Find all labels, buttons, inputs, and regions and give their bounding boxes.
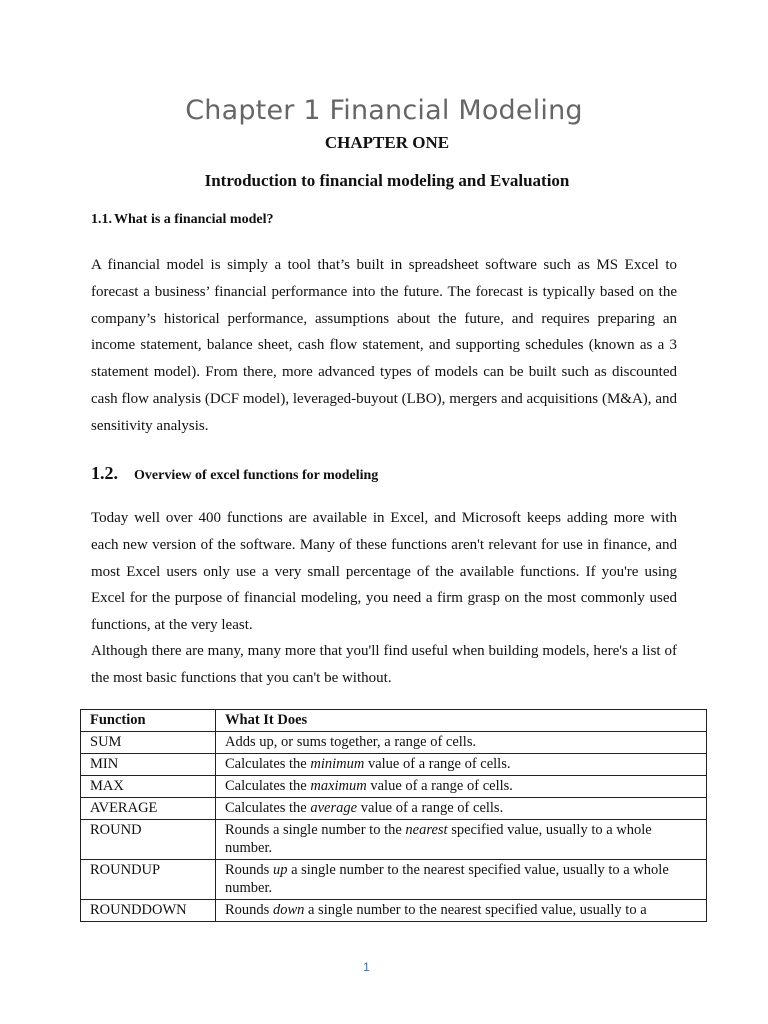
function-name: ROUNDDOWN — [81, 900, 216, 922]
function-name: SUM — [81, 732, 216, 754]
function-description: Adds up, or sums together, a range of cells. — [216, 732, 707, 754]
function-name: ROUNDUP — [81, 860, 216, 900]
function-description: Calculates the average value of a range of cells. — [216, 798, 707, 820]
section-1-1-paragraph: A financial model is simply a tool that’s built in spreadsheet software such as MS Excel to forecast a business’ financial performance into the future. The forecast is typically based on the company’s historical performance, assumptions about the future, and requires preparing an income statement, balance sheet, cash flow statement, and supporting schedules (known as a 3 statement model). From there, more advanced types of models can be built such as discounted cash flow analysis (DCF model), leveraged-buyout (LBO), mergers and acquisitions (M&A), and sensitivity analysis. — [91, 257, 677, 434]
page-number: 1 — [363, 960, 370, 974]
function-description: Calculates the maximum value of a range of cells. — [216, 776, 707, 798]
header-what-it-does: What It Does — [216, 710, 707, 732]
section-1-2-number: 1.2. — [91, 463, 118, 483]
function-name: MAX — [81, 776, 216, 798]
section-1-2-paragraph-1: Today well over 400 functions are available in Excel, and Microsoft keeps adding more with each new version of the software. Many of these functions aren't relevant for use in finance, and most Excel users only use a very small percentage of the available functions. If you're using Excel for the purpose of financial modeling, you need a firm grasp on the most commonly used functions, at the very least. — [91, 510, 677, 634]
intro-heading: Introduction to financial modeling and Evaluation — [204, 171, 570, 190]
table-header-row — [81, 710, 707, 732]
section-1-2-title: Overview of excel functions for modeling — [134, 468, 379, 483]
function-name: AVERAGE — [81, 798, 216, 820]
table-row — [81, 900, 707, 922]
header-function: Function — [81, 710, 216, 732]
function-description: Calculates the minimum value of a range of cells. — [216, 754, 707, 776]
function-name: MIN — [81, 754, 216, 776]
table-row — [81, 860, 707, 900]
table-row — [81, 820, 707, 860]
chapter-title: Chapter 1 Financial Modeling — [185, 95, 583, 126]
table-row — [81, 754, 707, 776]
function-description: Rounds a single number to the nearest specified value, usually to a whole number. — [216, 820, 707, 860]
table-row — [81, 798, 707, 820]
table-row — [81, 776, 707, 798]
section-1-1-number: 1.1. — [91, 212, 112, 227]
section-1-1-heading — [91, 212, 273, 228]
functions-table — [80, 709, 707, 922]
function-name: ROUND — [81, 820, 216, 860]
function-description: Rounds down a single number to the nearest specified value, usually to a — [216, 900, 707, 922]
section-1-2-heading — [91, 463, 378, 484]
chapter-label: CHAPTER ONE — [324, 133, 450, 152]
table-row — [81, 732, 707, 754]
function-description: Rounds up a single number to the nearest specified value, usually to a whole number. — [216, 860, 707, 900]
section-1-2-paragraph-2: Although there are many, many more that you'll find useful when building models, here's a list of the most basic functions that you can't be without. — [91, 643, 677, 686]
section-1-1-title: What is a financial model? — [114, 212, 274, 227]
